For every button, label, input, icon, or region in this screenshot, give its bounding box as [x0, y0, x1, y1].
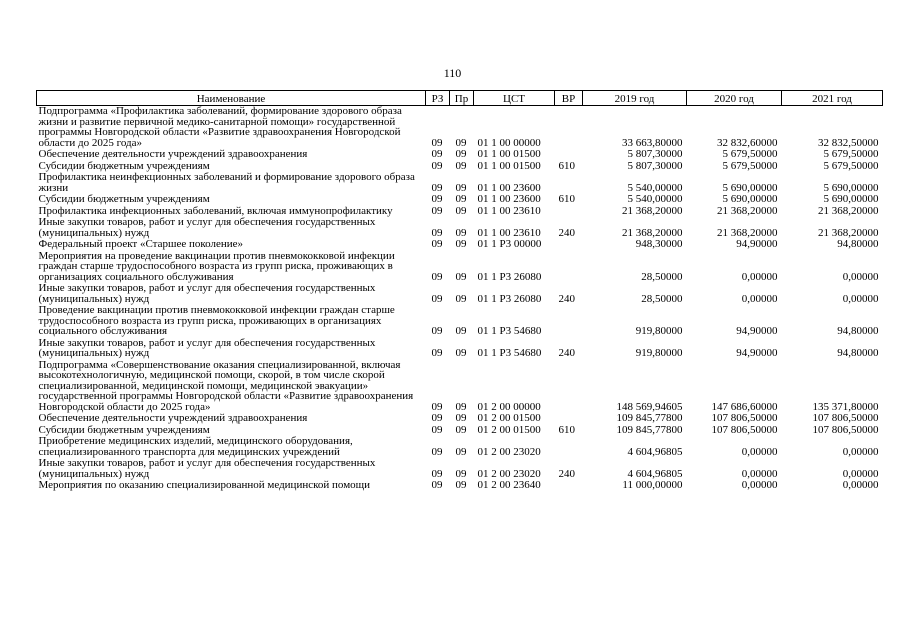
row-vr: 610	[558, 159, 575, 172]
row-rz: 09	[431, 423, 443, 436]
row-pr: 09	[455, 445, 467, 458]
table-row	[37, 194, 883, 206]
row-2020: 0,00000	[741, 445, 778, 458]
row-cst: 01 2 00 00000	[477, 400, 541, 413]
row-vr	[555, 436, 583, 458]
row-pr: 09	[455, 148, 467, 160]
row-2021: 0,00000	[842, 479, 879, 491]
header-name: Наименование	[37, 91, 426, 106]
row-2021: 0,00000	[842, 467, 879, 480]
row-2020: 5 679,50000	[722, 159, 778, 172]
row-2021: 5 690,00000	[823, 181, 879, 194]
row-2021: 21 368,20000	[818, 226, 879, 239]
row-name: Субсидии бюджетным учреждениям	[38, 423, 210, 436]
row-2021: 32 832,50000	[818, 136, 879, 149]
row-2021: 0,00000	[842, 445, 879, 458]
row-rz: 09	[431, 467, 443, 480]
row-2020: 0,00000	[741, 467, 778, 480]
header-pr: Пр	[450, 91, 474, 106]
row-rz: 09	[431, 204, 443, 217]
row-2019: 11 000,00000	[622, 479, 683, 491]
row-2019: 5 540,00000	[627, 193, 683, 205]
row-name: Мероприятия на проведение вакцинации против пневмококковой инфекции граждан старше трудоспособного возраста из групп риска, проживающих в организациях социального обслуживания	[38, 249, 395, 283]
row-2020: 147 686,60000	[711, 400, 778, 413]
header-2019: 2019 год	[583, 91, 687, 106]
table-row	[37, 106, 883, 150]
row-cst: 01 1 P3 54680	[477, 325, 542, 337]
row-cst: 01 2 00 01500	[477, 412, 541, 424]
row-name: Мероприятия по оказанию специализированной медицинской помощи	[38, 479, 371, 491]
row-rz: 09	[431, 412, 443, 424]
row-2019: 148 569,94605	[616, 400, 683, 413]
budget-table	[36, 90, 883, 492]
row-2020: 32 832,60000	[717, 136, 778, 149]
table-row	[37, 413, 883, 425]
row-cst: 01 1 00 23610	[477, 204, 541, 217]
row-rz: 09	[431, 193, 443, 205]
row-rz: 09	[431, 400, 443, 413]
row-name: Федеральный проект «Старшее поколение»	[38, 238, 244, 250]
row-2019: 5 540,00000	[627, 181, 683, 194]
row-vr: 240	[558, 226, 575, 239]
row-pr: 09	[455, 238, 467, 250]
row-2019: 21 368,20000	[622, 204, 683, 217]
row-vr	[555, 251, 583, 284]
row-vr: 610	[558, 423, 575, 436]
row-2021: 107 806,50000	[812, 412, 879, 424]
row-pr: 09	[455, 400, 467, 413]
row-vr	[555, 413, 583, 425]
row-2020: 94,90000	[736, 238, 778, 250]
table-row	[37, 149, 883, 161]
row-vr	[555, 305, 583, 338]
header-rz: РЗ	[426, 91, 450, 106]
row-rz: 09	[431, 226, 443, 239]
row-name: Профилактика инфекционных заболеваний, включая иммунопрофилактику	[38, 204, 393, 217]
row-2020: 5 679,50000	[722, 148, 778, 160]
row-cst: 01 1 00 23600	[477, 193, 541, 205]
row-name: Проведение вакцинации против пневмококковой инфекции граждан старше трудоспособного возраста из групп риска, проживающих в организациях социального обслуживания	[38, 304, 395, 337]
row-vr	[555, 106, 583, 150]
row-2019: 5 807,30000	[627, 148, 683, 160]
table-row	[37, 436, 883, 458]
row-2021: 94,80000	[837, 347, 879, 359]
row-pr: 09	[455, 193, 467, 205]
row-cst: 01 2 00 23020	[477, 445, 541, 458]
row-rz: 09	[431, 181, 443, 194]
row-pr: 09	[455, 136, 467, 149]
row-name: Подпрограмма «Совершенствование оказания специализированной, включая высокотехнологичную, медицинской помощи, скорой, в том числе скорой специализированной, медицинской помощи, медицинской эвакуации» государственной программы Новгородской области «Развитие здравоохранения Новгородской области до 2025 года»	[38, 358, 414, 413]
header-2021: 2021 год	[782, 91, 883, 106]
row-rz: 09	[431, 292, 443, 305]
row-name: Субсидии бюджетным учреждениям	[38, 193, 210, 205]
row-2021: 0,00000	[842, 270, 879, 283]
row-vr: 610	[558, 193, 575, 205]
row-cst: 01 1 00 01500	[477, 159, 541, 172]
row-2019: 21 368,20000	[622, 226, 683, 239]
table-row	[37, 172, 883, 194]
row-2021: 94,80000	[837, 238, 879, 250]
row-2020: 21 368,20000	[717, 204, 778, 217]
row-pr: 09	[455, 292, 467, 305]
row-rz: 09	[431, 270, 443, 283]
table-row	[37, 217, 883, 239]
table-row	[37, 360, 883, 414]
row-rz: 09	[431, 445, 443, 458]
row-cst: 01 1 00 23600	[477, 181, 541, 194]
table-header	[37, 91, 883, 106]
row-vr	[555, 480, 583, 492]
row-rz: 09	[431, 238, 443, 250]
row-2019: 33 663,80000	[622, 136, 683, 149]
row-2020: 0,00000	[741, 292, 778, 305]
row-2019: 948,30000	[635, 238, 683, 250]
row-pr: 09	[455, 347, 467, 359]
row-2021: 5 679,50000	[823, 148, 879, 160]
row-2020: 107 806,50000	[711, 423, 778, 436]
row-rz: 09	[431, 347, 443, 359]
row-name: Иные закупки товаров, работ и услуг для обеспечения государственных (муниципальных) нужд	[38, 336, 376, 359]
row-2021: 0,00000	[842, 292, 879, 305]
row-vr: 240	[558, 467, 575, 480]
row-name: Обеспечение деятельности учреждений здравоохранения	[38, 412, 308, 424]
row-2019: 4 604,96805	[627, 445, 683, 458]
row-2021: 5 690,00000	[823, 193, 879, 205]
table-row	[37, 480, 883, 492]
row-pr: 09	[455, 467, 467, 480]
row-pr: 09	[455, 325, 467, 337]
row-2021: 107 806,50000	[812, 423, 879, 436]
table-row	[37, 251, 883, 284]
row-2020: 94,90000	[736, 325, 778, 337]
row-2019: 28,50000	[641, 292, 683, 305]
row-pr: 09	[455, 423, 467, 436]
row-vr	[555, 172, 583, 194]
row-rz: 09	[431, 148, 443, 160]
row-vr	[555, 239, 583, 251]
row-cst: 01 1 P3 00000	[477, 238, 542, 250]
header-vr: ВР	[555, 91, 583, 106]
row-2020: 0,00000	[741, 479, 778, 491]
row-rz: 09	[431, 136, 443, 149]
row-2019: 919,80000	[635, 325, 683, 337]
row-2019: 109 845,77800	[616, 412, 683, 424]
row-pr: 09	[455, 159, 467, 172]
row-2020: 21 368,20000	[717, 226, 778, 239]
row-name: Иные закупки товаров, работ и услуг для обеспечения государственных (муниципальных) нужд	[38, 457, 376, 480]
row-2019: 5 807,30000	[627, 159, 683, 172]
row-cst: 01 2 00 01500	[477, 423, 541, 436]
row-cst: 01 1 00 01500	[477, 148, 541, 160]
table-row	[37, 338, 883, 360]
row-name: Подпрограмма «Профилактика заболеваний, формирование здорового образа жизни и развитие первичной медико-санитарной помощи» государственной программы Новгородской области «Развитие здравоохранения Новгородской области до 2025 года»	[38, 105, 402, 149]
row-2020: 94,90000	[736, 347, 778, 359]
row-name: Обеспечение деятельности учреждений здравоохранения	[38, 148, 308, 160]
row-2019: 109 845,77800	[616, 423, 683, 436]
row-vr	[555, 206, 583, 218]
row-vr: 240	[558, 292, 575, 305]
row-2020: 107 806,50000	[711, 412, 778, 424]
row-cst: 01 2 00 23020	[477, 467, 541, 480]
header-2020: 2020 год	[687, 91, 782, 106]
row-name: Профилактика неинфекционных заболеваний и формирование здорового образа жизни	[38, 171, 415, 194]
row-2020: 5 690,00000	[722, 181, 778, 194]
row-pr: 09	[455, 204, 467, 217]
row-pr: 09	[455, 479, 467, 491]
row-pr: 09	[455, 181, 467, 194]
row-vr: 240	[558, 347, 575, 359]
row-cst: 01 1 00 00000	[477, 136, 541, 149]
row-2020: 0,00000	[741, 270, 778, 283]
page-number: 110	[443, 66, 462, 80]
row-vr	[555, 360, 583, 414]
row-pr: 09	[455, 226, 467, 239]
table-row	[37, 283, 883, 305]
row-2019: 919,80000	[635, 347, 683, 359]
row-2019: 4 604,96805	[627, 467, 683, 480]
row-pr: 09	[455, 270, 467, 283]
row-cst: 01 1 00 23610	[477, 226, 541, 239]
row-2021: 135 371,80000	[812, 400, 879, 413]
row-cst: 01 1 P3 26080	[477, 292, 542, 305]
row-rz: 09	[431, 479, 443, 491]
row-2019: 28,50000	[641, 270, 683, 283]
header-cst: ЦСТ	[474, 91, 555, 106]
row-name: Иные закупки товаров, работ и услуг для обеспечения государственных (муниципальных) нужд	[38, 282, 376, 305]
row-name: Субсидии бюджетным учреждениям	[38, 159, 210, 172]
table-body	[37, 106, 883, 492]
row-cst: 01 1 P3 26080	[477, 270, 542, 283]
row-cst: 01 1 P3 54680	[477, 347, 542, 359]
row-2021: 94,80000	[837, 325, 879, 337]
row-2020: 5 690,00000	[722, 193, 778, 205]
row-name: Приобретение медицинских изделий, медицинского оборудования, специализированного транспорта для медицинских учреждений	[38, 435, 353, 458]
row-2021: 21 368,20000	[818, 204, 879, 217]
row-vr	[555, 149, 583, 161]
row-pr: 09	[455, 412, 467, 424]
row-cst: 01 2 00 23640	[477, 479, 541, 491]
row-name: Иные закупки товаров, работ и услуг для обеспечения государственных (муниципальных) нужд	[38, 216, 376, 239]
table-row	[37, 305, 883, 338]
row-2021: 5 679,50000	[823, 159, 879, 172]
row-rz: 09	[431, 159, 443, 172]
row-rz: 09	[431, 325, 443, 337]
table-row	[37, 458, 883, 480]
table-row	[37, 239, 883, 251]
